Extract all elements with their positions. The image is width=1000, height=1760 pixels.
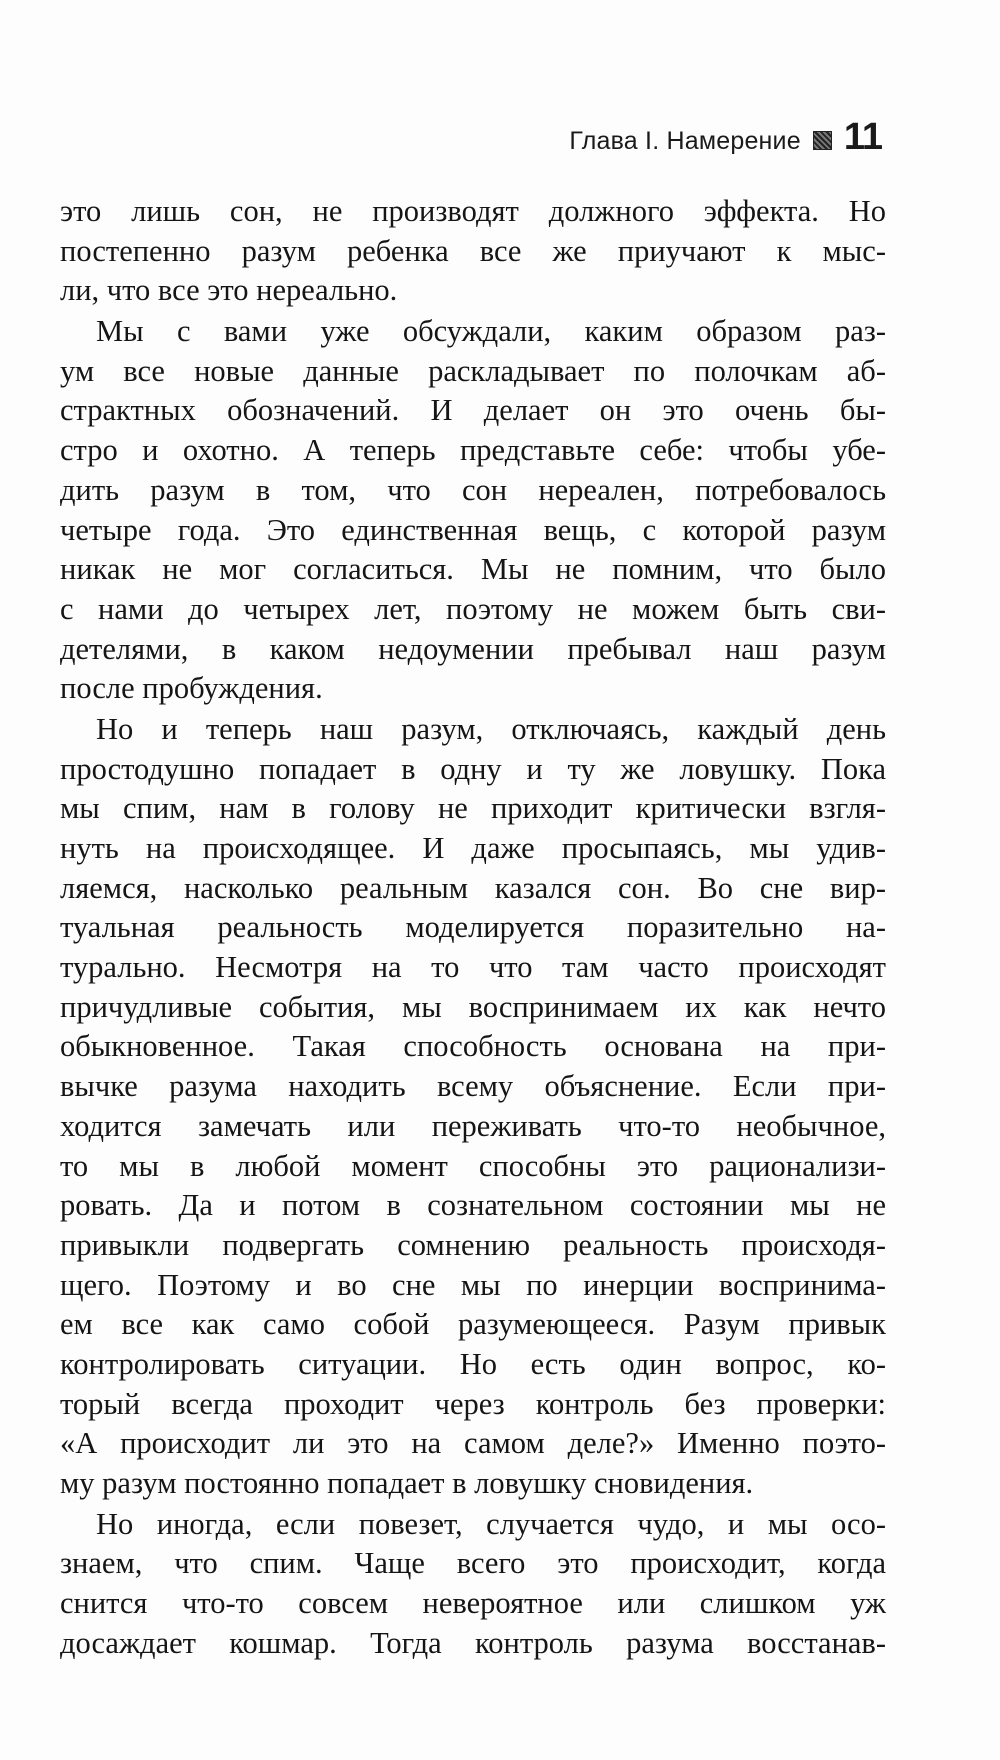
text-line: никак не мог согласиться. Мы не помним, что было [60, 552, 886, 587]
text-line: Но и теперь наш разум, отключаясь, каждый день [96, 711, 886, 746]
text-line: турально. Несмотря на то что там часто происходят [60, 950, 886, 985]
text-line: снится что-то совсем невероятное или слишком уж [60, 1586, 886, 1621]
text-line: постепенно разум ребенка все же приучают к мыс- [60, 233, 886, 268]
text-line: ровать. Да и потом в сознательном состоянии мы не [60, 1188, 886, 1223]
text-line: четыре года. Это единственная вещь, с которой разум [60, 512, 886, 547]
page-number: 11 [843, 116, 882, 158]
text-line: вычке разума находить всему объяснение. Если при- [60, 1069, 886, 1104]
text-line: то мы в любой момент способны это рационализи- [60, 1148, 886, 1183]
text-line: обыкновенное. Такая способность основана на при- [60, 1029, 886, 1064]
paragraph [60, 1505, 886, 1664]
text-line: с нами до четырех лет, поэтому не можем быть сви- [60, 591, 886, 626]
paragraph [60, 710, 886, 1504]
text-line: контролировать ситуации. Но есть один вопрос, ко- [60, 1346, 886, 1381]
text-line: после пробуждения. [60, 671, 323, 706]
text-line: мы спим, нам в голову не приходит критически взгля- [60, 791, 886, 826]
text-line: «А происходит ли это на самом деле?» Именно поэто- [60, 1426, 886, 1461]
body-text [60, 192, 886, 1664]
text-line: ходится замечать или переживать что-то необычное, [60, 1108, 886, 1143]
running-header [569, 118, 882, 156]
text-line: простодушно попадает в одну и ту же ловушку. Пока [60, 751, 886, 786]
text-line: это лишь сон, не производят должного эффекта. Но [60, 194, 886, 228]
text-line: ли, что все это нереально. [60, 273, 398, 308]
text-line: щего. Поэтому и во сне мы по инерции воспринима- [60, 1267, 886, 1302]
text-line: дить разум в том, что сон нереален, потребовалось [60, 472, 886, 507]
text-line: ум все новые данные раскладывает по полочкам аб- [60, 353, 886, 388]
paragraph [60, 192, 886, 311]
text-line: нуть на происходящее. И даже просыпаясь, мы удив- [60, 831, 886, 865]
text-line: досаждает кошмар. Тогда контроль разума восстанав- [60, 1625, 886, 1660]
text-line: Но иногда, если повезет, случается чудо, и мы осо- [96, 1506, 886, 1541]
text-line: стро и охотно. А теперь представьте себе: чтобы убе- [60, 433, 886, 468]
text-line: туальная реальность моделируется поразительно на- [60, 910, 886, 945]
chapter-title: Глава I. Намерение [569, 127, 801, 155]
text-line: Мы с вами уже обсуждали, каким образом раз- [96, 314, 886, 349]
text-line: детелями, в каком недоумении пребывал наш разум [60, 631, 886, 666]
text-line: привыкли подвергать сомнению реальность происходя- [60, 1227, 886, 1262]
text-line: знаем, что спим. Чаще всего это происходит, когда [60, 1546, 886, 1581]
text-line: причудливые события, мы воспринимаем их как нечто [60, 989, 886, 1024]
text-line: ем все как само собой разумеющееся. Разум привык [60, 1307, 886, 1342]
text-line: ляемся, насколько реальным казался сон. Во сне вир- [60, 870, 886, 905]
paragraph [60, 312, 886, 709]
text-line: страктных обозначений. И делает он это очень бы- [60, 393, 886, 428]
text-line: му разум постоянно попадает в ловушку сновидения. [60, 1466, 754, 1500]
text-line: торый всегда проходит через контроль без проверки: [60, 1386, 886, 1421]
square-marker-icon [813, 131, 832, 150]
